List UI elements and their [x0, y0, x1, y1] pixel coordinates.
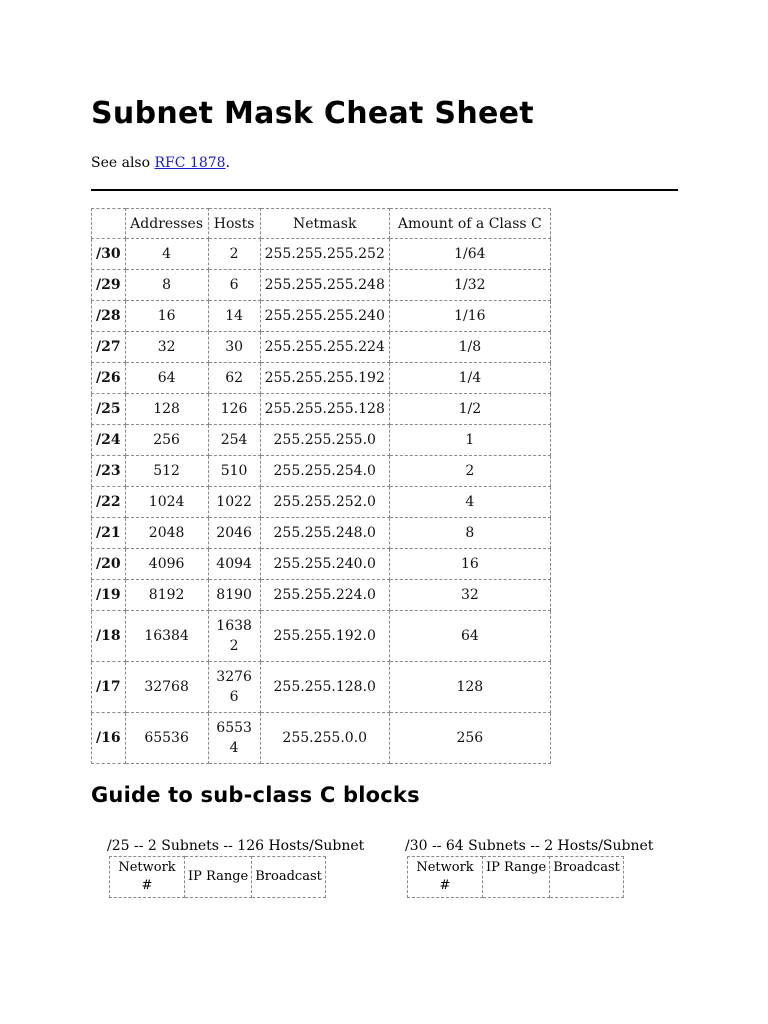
hosts-value: 510	[220, 463, 248, 479]
cell-addresses: 512	[125, 456, 208, 487]
cell-prefix: /21	[92, 518, 126, 549]
cell-class-c-amount: 1/8	[389, 332, 550, 363]
cell-prefix: /26	[92, 363, 126, 394]
cell-hosts	[208, 518, 260, 549]
header-netmask: Netmask	[260, 209, 389, 239]
hosts-value: 6	[229, 277, 239, 293]
guide-block-caption: /30 -- 64 Subnets -- 2 Hosts/Subnet	[405, 838, 654, 854]
cell-addresses: 256	[125, 425, 208, 456]
cell-addresses: 2048	[125, 518, 208, 549]
cell-class-c-amount: 1/4	[389, 363, 550, 394]
guide-block-caption: /25 -- 2 Subnets -- 126 Hosts/Subnet	[107, 838, 365, 854]
cell-class-c-amount: 2	[389, 456, 550, 487]
cell-netmask: 255.255.255.128	[260, 394, 389, 425]
hosts-value: 65534	[216, 720, 252, 756]
cell-hosts	[208, 713, 260, 764]
table-row	[92, 518, 551, 549]
cell-netmask: 255.255.254.0	[260, 456, 389, 487]
table-row	[92, 425, 551, 456]
table-body	[92, 239, 551, 764]
table-row	[92, 487, 551, 518]
cell-prefix: /22	[92, 487, 126, 518]
cell-hosts	[208, 363, 260, 394]
cell-netmask: 255.255.255.224	[260, 332, 389, 363]
guide-title: Guide to sub-class C blocks	[91, 783, 420, 807]
page-title: Subnet Mask Cheat Sheet	[91, 96, 534, 131]
table-row	[92, 363, 551, 394]
cell-class-c-amount: 1/32	[389, 270, 550, 301]
cell-netmask: 255.255.128.0	[260, 662, 389, 713]
table-row	[92, 713, 551, 764]
cell-class-c-amount: 128	[389, 662, 550, 713]
guide-table-header-row	[408, 857, 624, 898]
header-network-number: Network #	[408, 857, 483, 898]
cell-addresses: 1024	[125, 487, 208, 518]
cell-hosts	[208, 270, 260, 301]
cell-class-c-amount: 1/64	[389, 239, 550, 270]
hosts-value: 4094	[216, 556, 252, 572]
cell-hosts	[208, 580, 260, 611]
table-row	[92, 549, 551, 580]
cell-hosts	[208, 487, 260, 518]
cell-netmask: 255.255.240.0	[260, 549, 389, 580]
see-also-suffix: .	[225, 155, 230, 171]
table-row	[92, 611, 551, 662]
cell-prefix: /27	[92, 332, 126, 363]
header-broadcast: Broadcast	[252, 857, 326, 898]
cell-class-c-amount: 256	[389, 713, 550, 764]
cell-class-c-amount: 1/2	[389, 394, 550, 425]
cell-prefix: /16	[92, 713, 126, 764]
cell-netmask: 255.255.255.248	[260, 270, 389, 301]
rfc-1878-link[interactable]: RFC 1878	[154, 155, 226, 171]
cell-prefix: /18	[92, 611, 126, 662]
header-ip-range: IP Range	[185, 857, 252, 898]
see-also-line	[91, 153, 230, 173]
hosts-value: 32766	[216, 669, 252, 705]
header-hosts: Hosts	[208, 209, 260, 239]
cell-addresses: 4096	[125, 549, 208, 580]
cell-netmask: 255.255.255.252	[260, 239, 389, 270]
hosts-value: 30	[225, 339, 244, 355]
cell-hosts	[208, 662, 260, 713]
table-row	[92, 332, 551, 363]
table-row	[92, 580, 551, 611]
hosts-value: 62	[225, 370, 244, 386]
hosts-value: 2	[229, 246, 239, 262]
table-row	[92, 301, 551, 332]
table-row	[92, 239, 551, 270]
cell-hosts	[208, 394, 260, 425]
header-class-c-amount: Amount of a Class C	[389, 209, 550, 239]
cell-class-c-amount: 8	[389, 518, 550, 549]
cell-class-c-amount: 64	[389, 611, 550, 662]
cell-netmask: 255.255.192.0	[260, 611, 389, 662]
cell-netmask: 255.255.255.0	[260, 425, 389, 456]
cell-prefix: /30	[92, 239, 126, 270]
header-network-number: Network #	[110, 857, 185, 898]
cell-prefix: /29	[92, 270, 126, 301]
cell-class-c-amount: 1	[389, 425, 550, 456]
cell-addresses: 32	[125, 332, 208, 363]
table-row	[92, 394, 551, 425]
cell-class-c-amount: 32	[389, 580, 550, 611]
cell-netmask: 255.255.252.0	[260, 487, 389, 518]
cell-netmask: 255.255.255.240	[260, 301, 389, 332]
cell-prefix: /17	[92, 662, 126, 713]
cell-hosts	[208, 301, 260, 332]
header-ip-range: IP Range	[483, 857, 550, 898]
cell-hosts	[208, 332, 260, 363]
table-row	[92, 456, 551, 487]
cell-netmask: 255.255.224.0	[260, 580, 389, 611]
cell-hosts	[208, 425, 260, 456]
cell-addresses: 8	[125, 270, 208, 301]
header-prefix	[92, 209, 126, 239]
cell-addresses: 128	[125, 394, 208, 425]
hosts-value: 1022	[216, 494, 252, 510]
cell-hosts	[208, 611, 260, 662]
guide-table-30	[407, 856, 624, 898]
cell-netmask: 255.255.248.0	[260, 518, 389, 549]
cell-hosts	[208, 549, 260, 580]
cell-addresses: 4	[125, 239, 208, 270]
cell-addresses: 16	[125, 301, 208, 332]
cell-addresses: 32768	[125, 662, 208, 713]
see-also-prefix: See also	[91, 155, 155, 171]
cell-netmask: 255.255.0.0	[260, 713, 389, 764]
table-header-row	[92, 209, 551, 239]
table-row	[92, 662, 551, 713]
cell-addresses: 16384	[125, 611, 208, 662]
hosts-value: 14	[225, 308, 244, 324]
guide-table-25	[109, 856, 326, 898]
hosts-value: 254	[220, 432, 248, 448]
cell-class-c-amount: 16	[389, 549, 550, 580]
cell-prefix: /23	[92, 456, 126, 487]
hosts-value: 2046	[216, 525, 252, 541]
cell-prefix: /19	[92, 580, 126, 611]
horizontal-rule	[91, 189, 678, 191]
table-row	[92, 270, 551, 301]
cell-hosts	[208, 456, 260, 487]
cell-class-c-amount: 4	[389, 487, 550, 518]
cell-addresses: 64	[125, 363, 208, 394]
cell-prefix: /20	[92, 549, 126, 580]
cell-addresses: 8192	[125, 580, 208, 611]
hosts-value: 16382	[216, 618, 252, 654]
guide-table-header-row	[110, 857, 326, 898]
hosts-value: 8190	[216, 587, 252, 603]
cell-prefix: /28	[92, 301, 126, 332]
cell-hosts	[208, 239, 260, 270]
guide-block-30	[407, 836, 653, 898]
guide-block-25	[109, 836, 364, 898]
subnet-mask-table	[91, 208, 551, 764]
cell-netmask: 255.255.255.192	[260, 363, 389, 394]
cell-prefix: /25	[92, 394, 126, 425]
hosts-value: 126	[220, 401, 248, 417]
cell-prefix: /24	[92, 425, 126, 456]
header-addresses: Addresses	[125, 209, 208, 239]
cell-addresses: 65536	[125, 713, 208, 764]
header-broadcast: Broadcast	[550, 857, 624, 898]
cell-class-c-amount: 1/16	[389, 301, 550, 332]
